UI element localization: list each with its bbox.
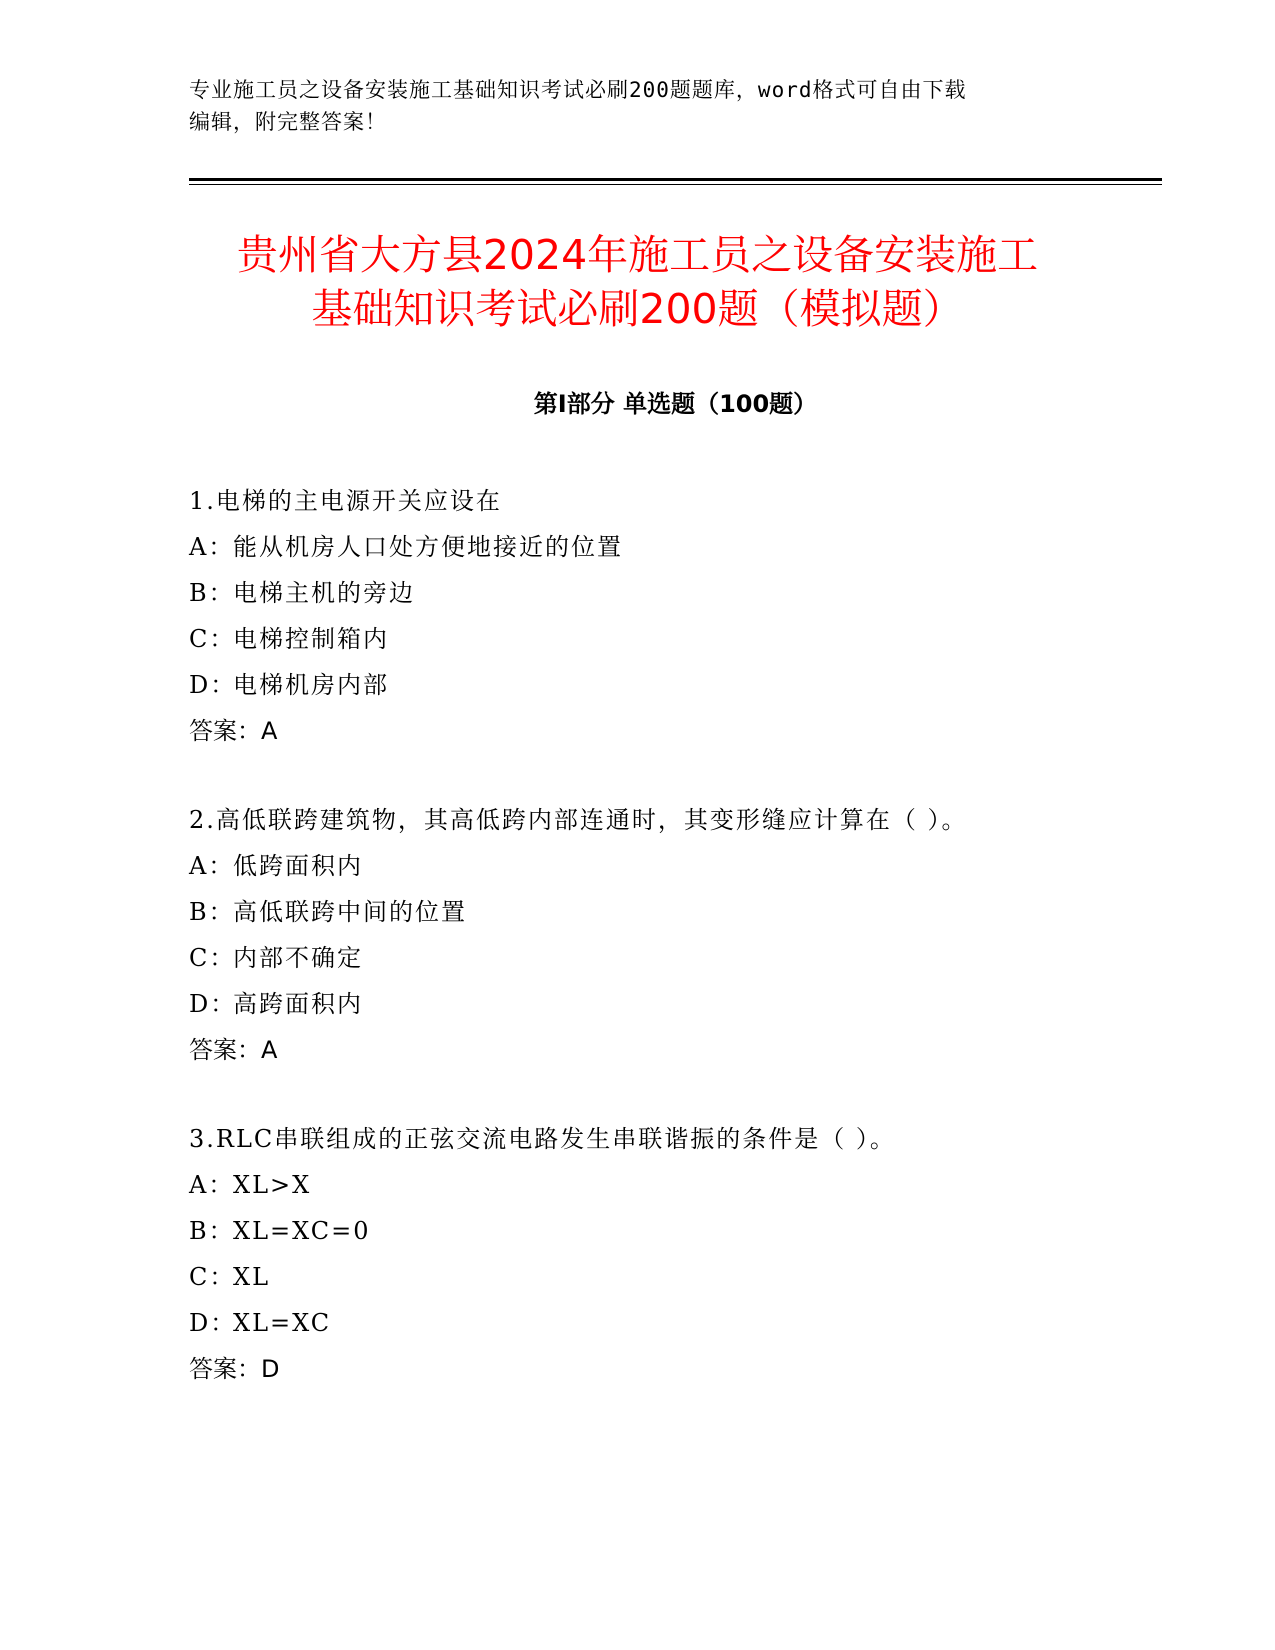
option-c [189, 935, 1162, 981]
document-title [160, 228, 1115, 336]
answer: 答案：D [189, 1355, 280, 1383]
option-text: XL>X [233, 1171, 312, 1199]
option-c [189, 1254, 1162, 1300]
option-key: A： [189, 533, 235, 561]
option-text: XL [233, 1263, 271, 1291]
option-d [189, 981, 1162, 1027]
option-text: 高低联跨中间的位置 [233, 898, 467, 926]
option-text: 电梯主机的旁边 [233, 579, 415, 607]
option-key: D： [189, 990, 237, 1018]
question-stem: 1.电梯的主电源开关应设在 [189, 487, 502, 515]
question-1 [189, 478, 1162, 754]
header-rule-thin [189, 184, 1162, 185]
option-a [189, 1162, 1162, 1208]
header-rule-thick [189, 178, 1162, 181]
option-key: C： [189, 944, 236, 972]
option-key: B： [189, 579, 235, 607]
question-3 [189, 1116, 1162, 1392]
option-key: A： [189, 852, 235, 880]
answer: 答案：A [189, 717, 278, 745]
option-text: 电梯控制箱内 [233, 625, 389, 653]
question-stem: 3.RLC串联组成的正弦交流电路发生串联谐振的条件是（ ）。 [189, 1125, 896, 1153]
option-text: XL=XC [233, 1309, 332, 1337]
option-text: 能从机房人口处方便地接近的位置 [233, 533, 623, 561]
option-key: B： [189, 898, 235, 926]
question-stem: 2.高低联跨建筑物，其高低跨内部连通时，其变形缝应计算在（ ）。 [189, 806, 968, 834]
option-key: A： [189, 1171, 235, 1199]
option-key: C： [189, 1263, 236, 1291]
option-d [189, 662, 1162, 708]
option-key: B： [189, 1217, 235, 1245]
document-title-line-2: 基础知识考试必刷200题（模拟题） [311, 285, 964, 333]
header-note [189, 74, 1089, 138]
option-text: 高跨面积内 [233, 990, 363, 1018]
option-c [189, 616, 1162, 662]
option-text: 电梯机房内部 [233, 671, 389, 699]
option-d [189, 1300, 1162, 1346]
option-b [189, 1208, 1162, 1254]
section-title: 第Ⅰ部分 单选题（100题） [533, 390, 818, 418]
option-text: 内部不确定 [233, 944, 363, 972]
option-b [189, 889, 1162, 935]
option-b [189, 570, 1162, 616]
option-text: XL=XC=0 [233, 1217, 371, 1245]
option-key: D： [189, 1309, 237, 1337]
option-a [189, 843, 1162, 889]
option-text: 低跨面积内 [233, 852, 363, 880]
header-note-line-2: 编辑，附完整答案！ [189, 110, 387, 134]
option-key: D： [189, 671, 237, 699]
question-list [189, 478, 1162, 1435]
document-title-line-1: 贵州省大方县2024年施工员之设备安装施工 [236, 231, 1039, 279]
option-a [189, 524, 1162, 570]
question-2 [189, 797, 1162, 1073]
header-note-line-1: 专业施工员之设备安装施工基础知识考试必刷200题题库，word格式可自由下载 [189, 78, 967, 102]
option-key: C： [189, 625, 236, 653]
answer: 答案：A [189, 1036, 278, 1064]
